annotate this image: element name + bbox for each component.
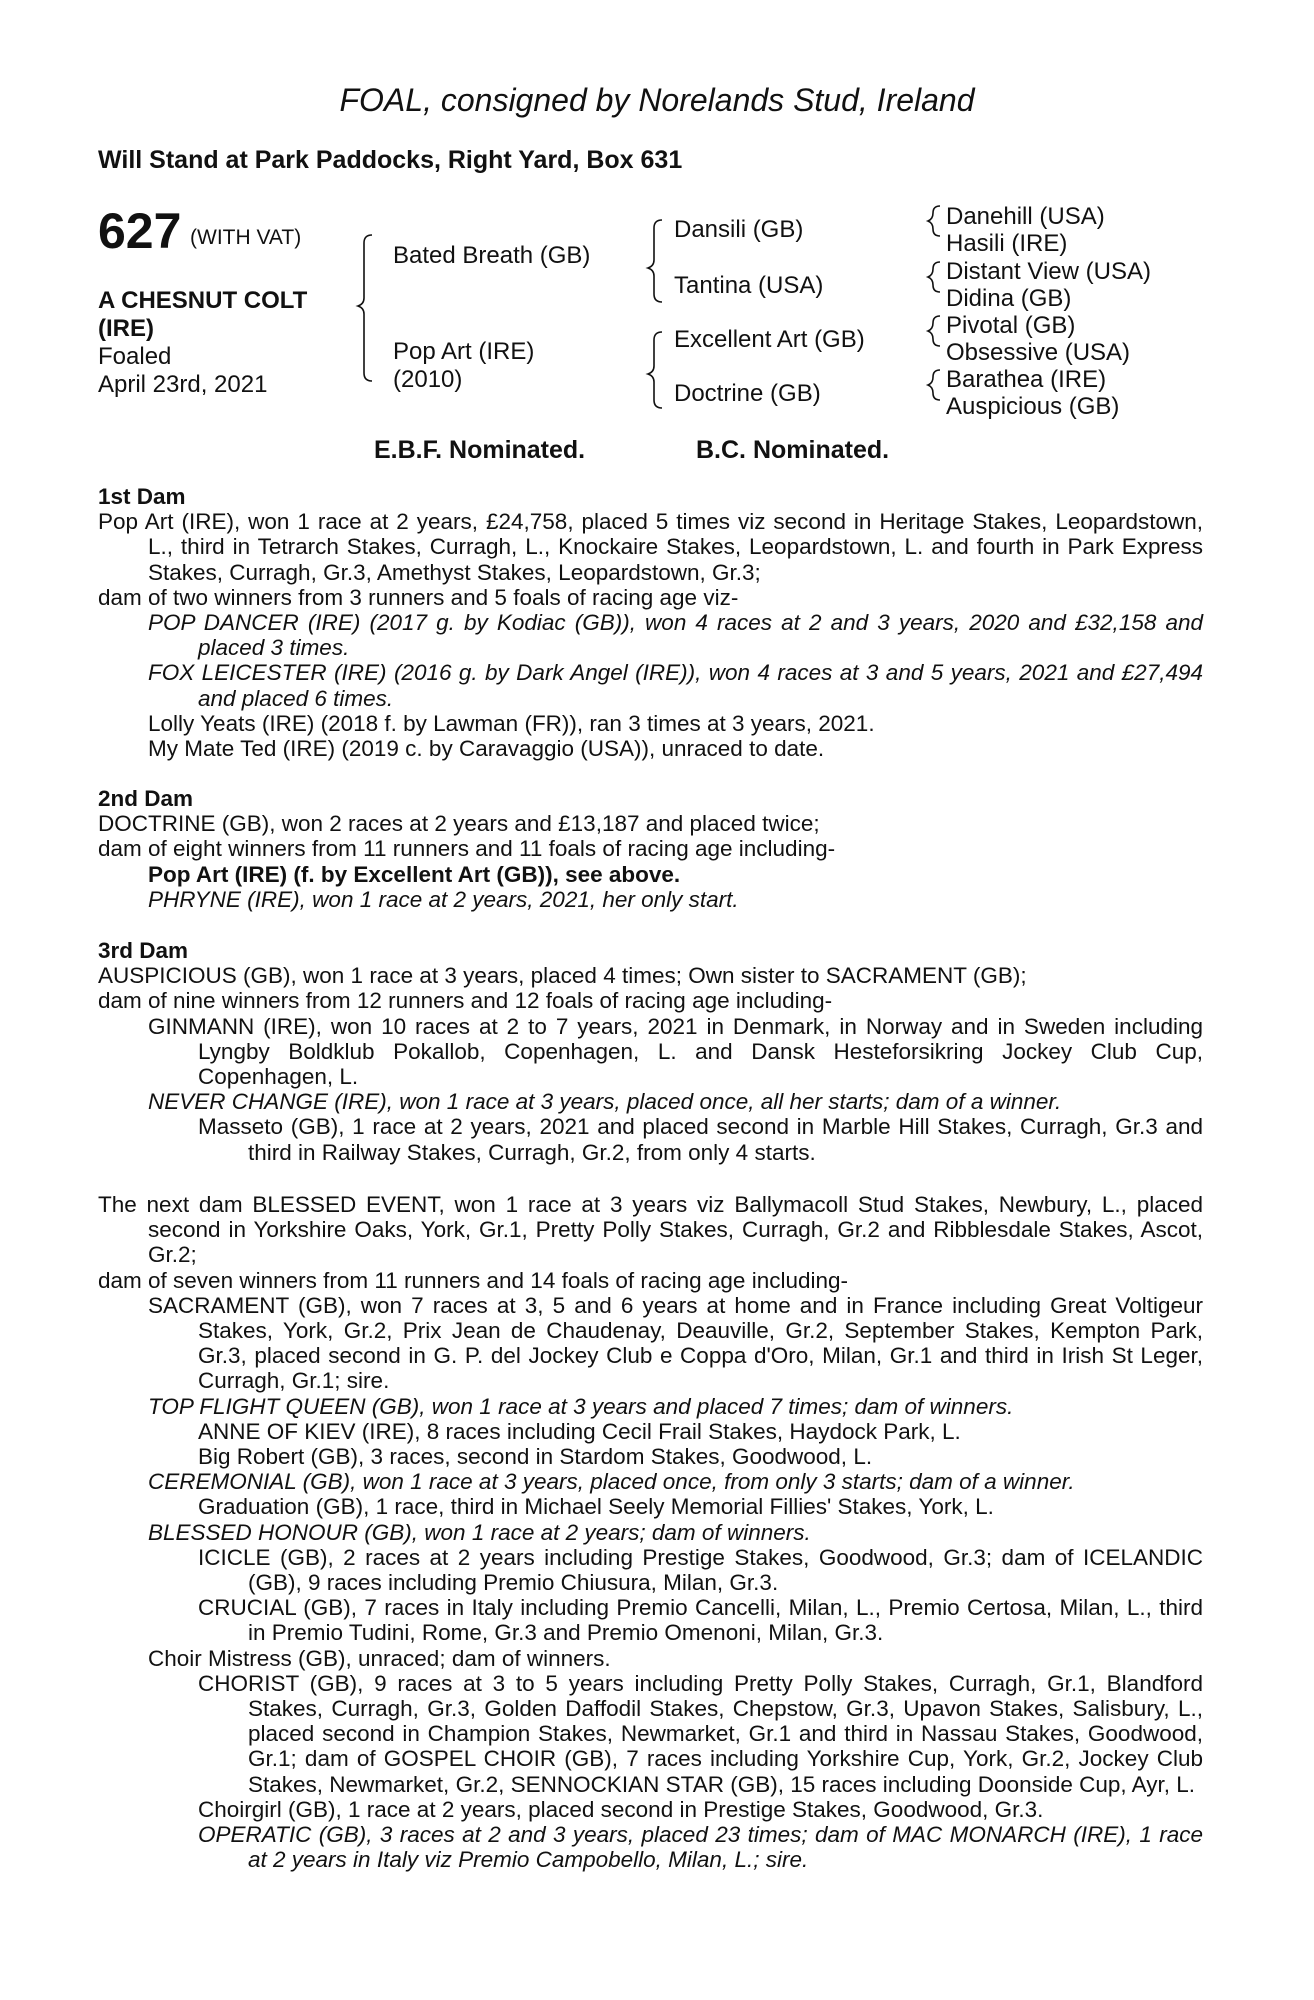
dam-record: DOCTRINE (GB), won 2 races at 2 years and £13,187 and placed twice; (98, 811, 820, 837)
produce-summary: dam of nine winners from 12 runners and 12 foals of racing age including- (98, 988, 833, 1014)
produce-summary: dam of seven winners from 11 runners and 14 foals of racing age including- (98, 1267, 849, 1293)
ancestor-8: Auspicious (GB) (946, 393, 1120, 420)
produce-entry: Lolly Yeats (IRE) (2018 f. by Lawman (FR)), ran 3 times at 3 years, 2021. (148, 710, 875, 736)
produce-entry: OPERATIC (GB), 3 races at 2 and 3 years, placed 23 times; dam of MAC MONARCH (IRE), 1 race at 2 years in Italy viz Premio Campobello, Milan, L.; sire. (198, 1822, 1203, 1873)
produce-entry: TOP FLIGHT QUEEN (GB), won 1 race at 3 years and placed 7 times; dam of winners. (148, 1393, 1014, 1419)
ancestor-4: Didina (GB) (946, 285, 1072, 312)
dam-sire: Excellent Art (GB) (674, 326, 865, 353)
sire-dam: Tantina (USA) (674, 272, 824, 299)
produce-entry: My Mate Ted (IRE) (2019 c. by Caravaggio (USA)), unraced to date. (148, 736, 825, 762)
produce-entry: Choir Mistress (GB), unraced; dam of winners. (148, 1645, 611, 1671)
lot-number: 627 (98, 203, 182, 259)
foaled-date: April 23rd, 2021 (98, 371, 268, 398)
third-dam-section (98, 938, 1203, 1165)
vat-label: (WITH VAT) (190, 226, 302, 249)
produce-entry: BLESSED HONOUR (GB), won 1 race at 2 years; dam of winners. (148, 1519, 811, 1545)
produce-entry: POP DANCER (IRE) (2017 g. by Kodiac (GB)), won 4 races at 2 and 3 years, 2020 and £32,158 and placed 3 times. (148, 610, 1203, 661)
produce-entry: ANNE OF KIEV (IRE), 8 races including Cecil Frail Stakes, Haydock Park, L. (198, 1418, 961, 1444)
first-dam-section (98, 484, 1203, 761)
produce-entry: CEREMONIAL (GB), won 1 race at 3 years, placed once, from only 3 starts; dam of a winner. (148, 1469, 1075, 1495)
section-heading: 3rd Dam (98, 938, 189, 963)
bracket-g2 (928, 262, 940, 292)
dam-record: AUSPICIOUS (GB), won 1 race at 3 years, placed 4 times; Own sister to SACRAMENT (GB); (98, 963, 1027, 989)
produce-entry: Pop Art (IRE) (f. by Excellent Art (GB)), see above. (148, 861, 681, 887)
produce-entry: GINMANN (IRE), won 10 races at 2 to 7 years, 2021 in Denmark, in Norway and in Sweden including Lyngby Boldklub Pokallob, Copenhagen, L. and Dansk Hesteforsikring Jockey Club Cup, Copenhagen, L. (148, 1013, 1203, 1090)
foaled-label: Foaled (98, 343, 172, 370)
horse-origin: (IRE) (98, 315, 154, 342)
produce-entry: Choirgirl (GB), 1 race at 2 years, placed second in Prestige Stakes, Goodwood, Gr.3. (198, 1796, 1044, 1822)
dam-year: (2010) (393, 366, 463, 393)
ancestor-2: Hasili (IRE) (946, 230, 1068, 257)
produce-entry: Big Robert (GB), 3 races, second in Stardom Stakes, Goodwood, L. (198, 1444, 873, 1470)
ancestor-3: Distant View (USA) (946, 258, 1151, 285)
bracket-g4 (928, 370, 940, 400)
dam-dam: Doctrine (GB) (674, 380, 821, 407)
produce-entry: Graduation (GB), 1 race, third in Michael Seely Memorial Fillies' Stakes, York, L. (198, 1494, 994, 1520)
ancestor-1: Danehill (USA) (946, 203, 1105, 230)
dam-name: Pop Art (IRE) (393, 338, 535, 365)
produce-entry: CRUCIAL (GB), 7 races in Italy including Premio Cancelli, Milan, L., Premio Certosa, Milan, L., third in Premio Tudini, Rome, Gr.3 and Premio Omenoni, Milan, Gr.3. (198, 1595, 1203, 1646)
produce-summary: dam of eight winners from 11 runners and 11 foals of racing age including- (98, 836, 836, 862)
pedigree-brackets (0, 0, 1314, 440)
ancestor-6: Obsessive (USA) (946, 339, 1131, 366)
sire-sire: Dansili (GB) (674, 216, 804, 243)
produce-entry: ICICLE (GB), 2 races at 2 years including Prestige Stakes, Goodwood, Gr.3; dam of ICELANDIC (GB), 9 races including Premio Chiusura, Milan, Gr.3. (198, 1544, 1203, 1596)
section-heading: 1st Dam (98, 484, 186, 509)
next-dam-section (98, 1192, 1203, 1872)
bracket-sire (648, 220, 662, 302)
produce-entry: CHORIST (GB), 9 races at 3 to 5 years including Pretty Polly Stakes, Curragh, Gr.1, Blandford Stakes, Curragh, Gr.3, Golden Daffodil Stakes, Chepstow, Gr.3, Upavon Stakes, Salisbury, L., placed second in Champion Stakes, Newmarket, Gr.1 and third in Nassau Stakes, Goodwood, Gr.1; dam of GOSPEL CHOIR (GB), 7 races including Yorkshire Cup, York, Gr.2, Jockey Club Stakes, Newmarket, Gr.2, SENNOCKIAN STAR (GB), 15 races including Doonside Cup, Ayr, L. (198, 1670, 1203, 1797)
ancestor-5: Pivotal (GB) (946, 312, 1076, 339)
horse-description: A CHESNUT COLT (98, 287, 308, 314)
sire-name: Bated Breath (GB) (393, 242, 591, 269)
produce-entry: Masseto (GB), 1 race at 2 years, 2021 and placed second in Marble Hill Stakes, Curragh, Gr.3 and third in Railway Stakes, Curragh, Gr.2, from only 4 starts. (198, 1114, 1203, 1165)
dam-record: Pop Art (IRE), won 1 race at 2 years, £24,758, placed 5 times viz second in Heritage Stakes, Leopardstown, L., third in Tetrarch Stakes, Curragh, L., Knockaire Stakes, Leopardstown, L. and fourth in Park Express Stakes, Curragh, Gr.3, Amethyst Stakes, Leopardstown, Gr.3; (98, 509, 1203, 585)
bracket-main (358, 235, 372, 381)
consignor-line: FOAL, consigned by Norelands Stud, Ireland (339, 82, 975, 118)
bracket-dam (648, 332, 662, 408)
bracket-g3 (928, 316, 940, 346)
produce-entry: PHRYNE (IRE), won 1 race at 2 years, 2021, her only start. (148, 886, 739, 912)
produce-entry: NEVER CHANGE (IRE), won 1 race at 3 years, placed once, all her starts; dam of a winner. (148, 1089, 1062, 1115)
ancestor-7: Barathea (IRE) (946, 366, 1107, 393)
produce-entry: FOX LEICESTER (IRE) (2016 g. by Dark Angel (IRE)), won 4 races at 3 and 5 years, 2021 and £27,494 and placed 6 times. (148, 660, 1203, 711)
stand-location: Will Stand at Park Paddocks, Right Yard, Box 631 (98, 146, 683, 174)
bracket-g1 (928, 206, 940, 236)
section-heading: 2nd Dam (98, 786, 194, 811)
ebf-nominated: E.B.F. Nominated. (374, 436, 586, 464)
second-dam-section (98, 786, 1203, 912)
dam-record: The next dam BLESSED EVENT, won 1 race at 3 years viz Ballymacoll Stud Stakes, Newbury, L., placed second in Yorkshire Oaks, York, Gr.1, Pretty Polly Stakes, Curragh, Gr.2 and Ribblesdale Stakes, Ascot, Gr.2; (98, 1192, 1203, 1268)
produce-entry: SACRAMENT (GB), won 7 races at 3, 5 and 6 years at home and in France including Great Voltigeur Stakes, York, Gr.2, Prix Jean de Chaudenay, Deauville, Gr.2, September Stakes, Kempton Park, Gr.3, placed second in G. P. del Jockey Club e Coppa d'Oro, Milan, Gr.1 and third in Irish St Leger, Curragh, Gr.1; sire. (148, 1292, 1203, 1394)
bc-nominated: B.C. Nominated. (696, 436, 890, 464)
produce-summary: dam of two winners from 3 runners and 5 foals of racing age viz- (98, 584, 739, 610)
